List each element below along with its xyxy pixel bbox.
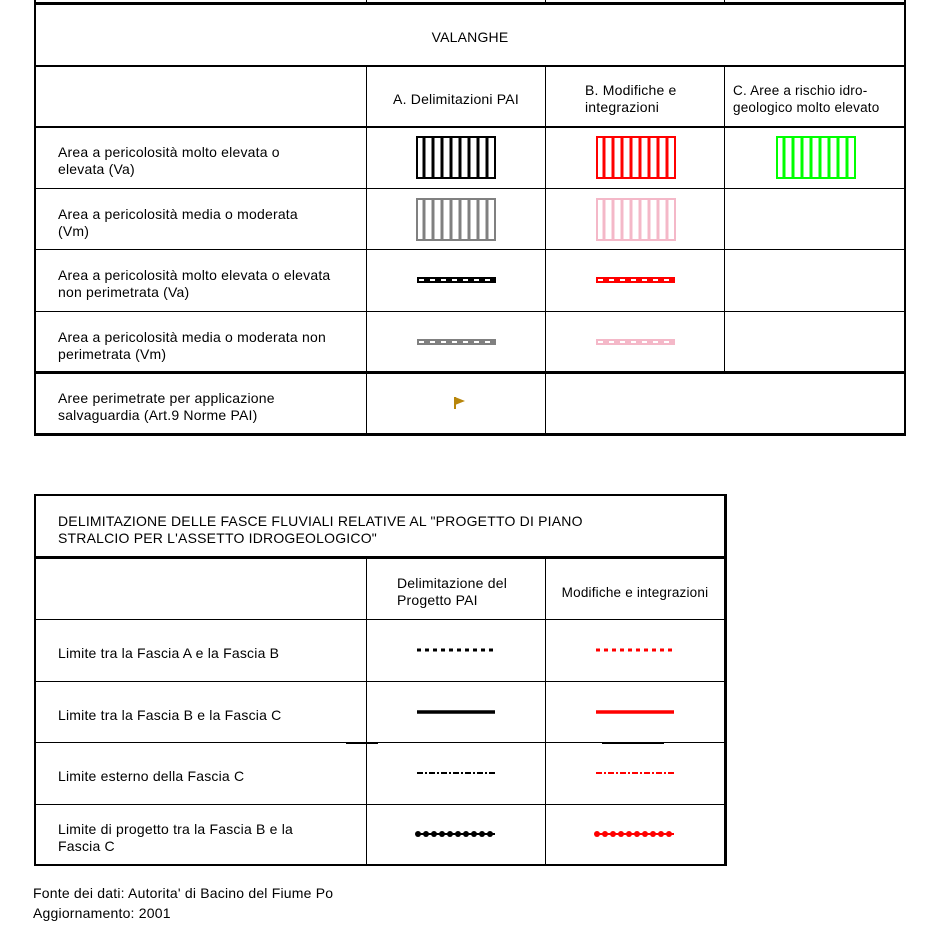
row-label-fascia-c-esterno: Limite esterno della Fascia C <box>58 768 245 784</box>
table-border <box>34 433 906 436</box>
table-divider <box>545 66 546 436</box>
symbol-vm-nonperim-delimitazione <box>417 338 497 346</box>
symbol-fascia-c-esterno-modifiche <box>596 770 676 776</box>
row-label-vm: Area a pericolosità media o moderata (Vm) <box>58 206 298 239</box>
symbol-fascia-progetto-delimitazione <box>414 829 498 839</box>
column-header-modifiche: Modifiche e integrazioni <box>561 585 709 600</box>
symbol-va-delimitazione <box>416 136 496 179</box>
footer-update: Aggiornamento: 2001 <box>33 905 171 921</box>
symbol-fascia-c-esterno-delimitazione <box>417 770 497 776</box>
column-header-c: C. Aree a rischio idro- geologico molto elevato <box>733 83 880 115</box>
table-divider <box>34 556 727 559</box>
table-border <box>34 2 906 5</box>
table-divider <box>366 558 367 866</box>
table-divider <box>34 311 906 312</box>
symbol-fascia-b-c-modifiche <box>596 709 676 715</box>
footer-source: Fonte dei dati: Autorita' di Bacino del Fiume Po <box>33 885 334 901</box>
table-divider <box>34 249 906 250</box>
table-divider <box>545 558 546 866</box>
table-border <box>904 0 906 436</box>
symbol-va-nonperim-modifiche <box>596 276 676 284</box>
column-header-b: B. Modifiche e integrazioni <box>585 82 677 115</box>
symbol-vm-modifiche <box>596 198 676 241</box>
row-label-fascia-progetto: Limite di progetto tra la Fascia B e la Fascia C <box>58 821 294 854</box>
symbol-fascia-progetto-modifiche <box>593 829 677 839</box>
table-divider <box>346 743 378 744</box>
row-label-va: Area a pericolosità molto elevata o elevata (Va) <box>58 144 280 177</box>
symbol-vm-nonperim-modifiche <box>596 338 676 346</box>
fasce-title: DELIMITAZIONE DELLE FASCE FLUVIALI RELATIVE AL "PROGETTO DI PIANO STRALCIO PER L'ASSETTO IDROGEOLOGICO" <box>58 513 583 546</box>
table-divider <box>724 0 725 5</box>
row-label-va-nonperim: Area a pericolosità molto elevata o elevata non perimetrata (Va) <box>58 267 331 300</box>
table-divider <box>34 65 906 67</box>
valanghe-title: VALANGHE <box>431 29 509 45</box>
table-divider <box>366 66 367 436</box>
table-divider <box>34 619 727 620</box>
table-border <box>34 494 727 496</box>
table-divider <box>545 0 546 5</box>
row-label-salvaguardia: Aree perimetrate per applicazione salvaguardia (Art.9 Norme PAI) <box>58 390 275 423</box>
table-divider <box>34 188 906 189</box>
symbol-fascia-a-b-modifiche <box>596 647 676 653</box>
row-label-fascia-b-c: Limite tra la Fascia B e la Fascia C <box>58 707 282 723</box>
table-border <box>34 0 36 436</box>
table-divider <box>34 681 585 682</box>
symbol-vm-delimitazione <box>416 198 496 241</box>
table-border <box>34 494 36 866</box>
symbol-fascia-b-c-delimitazione <box>417 709 497 715</box>
column-header-a: A. Delimitazioni PAI <box>393 91 519 107</box>
table-divider <box>34 371 906 374</box>
table-divider <box>584 681 727 682</box>
table-border <box>34 864 727 866</box>
flag-icon <box>453 396 467 410</box>
symbol-va-nonperim-delimitazione <box>417 276 497 284</box>
row-label-vm-nonperim: Area a pericolosità media o moderata non perimetrata (Vm) <box>58 329 326 362</box>
symbol-va-modifiche <box>596 136 676 179</box>
row-label-fascia-a-b: Limite tra la Fascia A e la Fascia B <box>58 645 280 661</box>
table-divider <box>366 0 367 5</box>
table-divider <box>602 743 664 744</box>
column-header-delimitazione: Delimitazione del Progetto PAI <box>397 575 508 608</box>
symbol-fascia-a-b-delimitazione <box>417 647 497 653</box>
table-divider <box>34 126 906 128</box>
symbol-va-rischio <box>776 136 856 179</box>
table-border <box>724 494 727 866</box>
table-divider <box>34 804 727 805</box>
